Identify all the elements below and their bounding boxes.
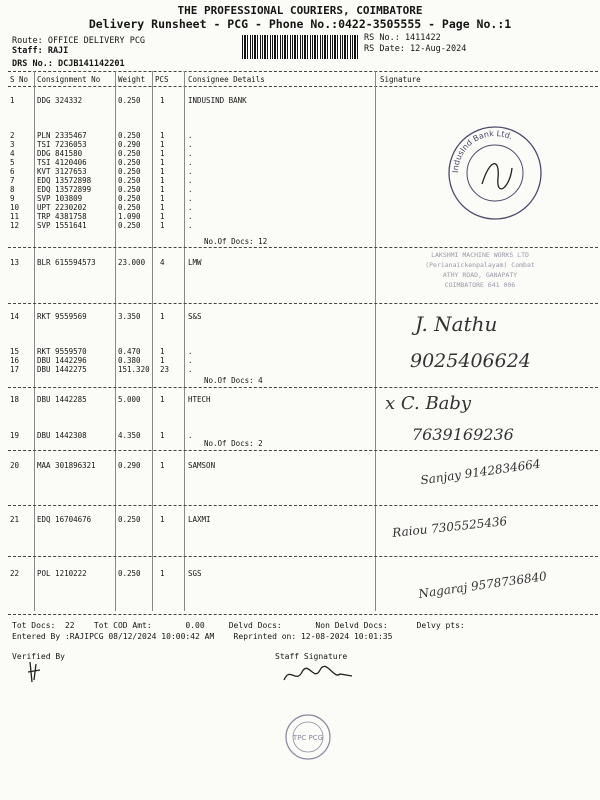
col-header-consignment: Consignment No bbox=[37, 75, 101, 84]
row-pcs: 23 bbox=[160, 365, 170, 374]
row-consignee: HTECH bbox=[188, 395, 211, 404]
row-sno: 7 bbox=[10, 176, 15, 185]
doc-count-group-1: No.Of Docs: 12 bbox=[204, 237, 268, 246]
row-consignment-no: DDG 841580 bbox=[37, 149, 83, 158]
row-consignee: . bbox=[188, 365, 193, 374]
col-header-weight: Weight bbox=[118, 75, 146, 84]
row-consignment-no: TSI 7236053 bbox=[37, 140, 87, 149]
row-consignment-no: SVP 1551641 bbox=[37, 221, 87, 230]
verified-by-label: Verified By bbox=[12, 652, 65, 661]
row-pcs: 1 bbox=[160, 395, 165, 404]
row-consignment-no: DBU 1442285 bbox=[37, 395, 87, 404]
row-pcs: 1 bbox=[160, 221, 165, 230]
row-weight: 0.250 bbox=[118, 221, 141, 230]
verifier-signature bbox=[22, 660, 62, 685]
row-consignment-no: DBU 1442308 bbox=[37, 431, 87, 440]
row-weight: 0.250 bbox=[118, 158, 141, 167]
row-consignee: INDUSIND BANK bbox=[188, 96, 247, 105]
row-sno: 6 bbox=[10, 167, 15, 176]
doc-count-group-2: No.Of Docs: 4 bbox=[204, 376, 263, 385]
entered-by-line: Entered By :RAJIPCG 08/12/2024 10:00:42 AM Reprinted on: 12-08-2024 10:01:35 bbox=[12, 632, 393, 641]
row-weight: 3.350 bbox=[118, 312, 141, 321]
doc-count-group-3: No.Of Docs: 2 bbox=[204, 439, 263, 448]
row-sno: 5 bbox=[10, 158, 15, 167]
row-pcs: 1 bbox=[160, 312, 165, 321]
row-consignment-no: TRP 4381758 bbox=[37, 212, 87, 221]
row-weight: 0.250 bbox=[118, 203, 141, 212]
row-consignee: LAXMI bbox=[188, 515, 211, 524]
row-pcs: 1 bbox=[160, 431, 165, 440]
table-header-rule bbox=[8, 86, 598, 87]
column-divider bbox=[375, 71, 376, 611]
col-header-consignee: Consignee Details bbox=[188, 75, 265, 84]
row-consignee: . bbox=[188, 194, 193, 203]
row-separator bbox=[8, 450, 598, 451]
row-pcs: 1 bbox=[160, 515, 165, 524]
samson-receiver-signature: Sanjay 9142834664 bbox=[419, 456, 542, 488]
row-consignment-no: SVP 103809 bbox=[37, 194, 83, 203]
row-consignment-no: EDQ 13572899 bbox=[37, 185, 92, 194]
row-consignment-no: KVT 3127653 bbox=[37, 167, 87, 176]
row-sno: 17 bbox=[10, 365, 20, 374]
row-weight: 0.380 bbox=[118, 356, 141, 365]
lmw-company-stamp bbox=[380, 250, 580, 290]
row-sno: 18 bbox=[10, 395, 20, 404]
row-pcs: 1 bbox=[160, 569, 165, 578]
row-weight: 0.250 bbox=[118, 185, 141, 194]
row-consignee: . bbox=[188, 185, 193, 194]
row-sno: 19 bbox=[10, 431, 20, 440]
row-consignee: . bbox=[188, 347, 193, 356]
row-weight: 0.250 bbox=[118, 515, 141, 524]
row-sno: 9 bbox=[10, 194, 15, 203]
lmw-stamp-line: LAKSHMI MACHINE WORKS LTD bbox=[431, 251, 529, 259]
col-header-pcs: PCS bbox=[155, 75, 169, 84]
row-consignee: . bbox=[188, 149, 193, 158]
row-consignee: . bbox=[188, 131, 193, 140]
row-weight: 0.250 bbox=[118, 194, 141, 203]
row-consignment-no: DBU 1442275 bbox=[37, 365, 87, 374]
row-consignee: . bbox=[188, 356, 193, 365]
row-sno: 2 bbox=[10, 131, 15, 140]
runsheet-subtitle: Delivery Runsheet - PCG - Phone No.:0422-3505555 - Page No.:1 bbox=[88, 17, 512, 31]
staff-signature-label: Staff Signature bbox=[275, 652, 348, 661]
sgs-receiver-signature: Nagaraj 9578736840 bbox=[417, 569, 548, 601]
staff-signature bbox=[280, 662, 360, 687]
indusind-stamp-text: IndusInd Bank Ltd. bbox=[450, 128, 514, 174]
column-divider bbox=[115, 71, 116, 611]
row-consignee: . bbox=[188, 212, 193, 221]
row-consignee: SGS bbox=[188, 569, 202, 578]
ss-receiver-name: J. Nathu bbox=[415, 312, 498, 336]
row-pcs: 1 bbox=[160, 131, 165, 140]
row-weight: 0.290 bbox=[118, 461, 141, 470]
barcode bbox=[242, 35, 360, 59]
row-sno: 22 bbox=[10, 569, 20, 578]
tpc-round-stamp bbox=[283, 712, 333, 762]
lmw-stamp-line: ATHY ROAD, GANAPATY bbox=[442, 271, 518, 279]
row-consignee: SAMSON bbox=[188, 461, 216, 470]
row-consignment-no: DDG 324332 bbox=[37, 96, 83, 105]
row-consignment-no: EDQ 13572898 bbox=[37, 176, 92, 185]
row-consignment-no: PLN 2335467 bbox=[37, 131, 87, 140]
row-pcs: 1 bbox=[160, 461, 165, 470]
row-pcs: 1 bbox=[160, 158, 165, 167]
row-pcs: 1 bbox=[160, 194, 165, 203]
row-consignee: . bbox=[188, 167, 193, 176]
ss-receiver-phone: 9025406624 bbox=[410, 350, 531, 372]
row-sno: 10 bbox=[10, 203, 20, 212]
row-consignee: . bbox=[188, 431, 193, 440]
row-consignment-no: TSI 4120406 bbox=[37, 158, 87, 167]
row-pcs: 1 bbox=[160, 176, 165, 185]
totals-line: Tot Docs: 22 Tot COD Amt: 0.00 Delvd Docs: Non Delvd Docs: Delvy pts: bbox=[12, 621, 465, 630]
row-weight: 1.090 bbox=[118, 212, 141, 221]
row-sno: 4 bbox=[10, 149, 15, 158]
rs-date: RS Date: 12-Aug-2024 bbox=[364, 44, 467, 54]
row-weight: 5.000 bbox=[118, 395, 141, 404]
row-pcs: 1 bbox=[160, 167, 165, 176]
row-consignment-no: BLR 615594573 bbox=[37, 258, 96, 267]
col-header-sno: S No bbox=[10, 75, 29, 84]
row-weight: 0.250 bbox=[118, 131, 141, 140]
row-weight: 4.350 bbox=[118, 431, 141, 440]
row-pcs: 1 bbox=[160, 203, 165, 212]
row-separator bbox=[8, 247, 598, 248]
row-consignment-no: POL 1210222 bbox=[37, 569, 87, 578]
col-header-signature: Signature bbox=[380, 75, 421, 84]
column-divider bbox=[152, 71, 153, 611]
row-pcs: 1 bbox=[160, 140, 165, 149]
row-separator bbox=[8, 303, 598, 304]
row-sno: 14 bbox=[10, 312, 20, 321]
row-sno: 12 bbox=[10, 221, 20, 230]
rs-number: RS No.: 1411422 bbox=[364, 33, 441, 43]
row-consignee: . bbox=[188, 158, 193, 167]
row-pcs: 4 bbox=[160, 258, 165, 267]
tpc-stamp-text: TPC PCG bbox=[292, 734, 324, 742]
row-sno: 3 bbox=[10, 140, 15, 149]
indusind-bank-stamp bbox=[440, 118, 550, 228]
column-divider bbox=[184, 71, 185, 611]
row-consignment-no: MAA 301896321 bbox=[37, 461, 96, 470]
row-consignment-no: UPT 2230202 bbox=[37, 203, 87, 212]
row-pcs: 1 bbox=[160, 149, 165, 158]
row-pcs: 1 bbox=[160, 185, 165, 194]
row-weight: 0.250 bbox=[118, 149, 141, 158]
row-consignment-no: RKT 9559570 bbox=[37, 347, 87, 356]
table-bottom-rule bbox=[8, 614, 598, 615]
row-consignee: . bbox=[188, 221, 193, 230]
row-weight: 0.250 bbox=[118, 569, 141, 578]
table-top-rule bbox=[8, 71, 598, 72]
row-separator bbox=[8, 556, 598, 557]
row-sno: 11 bbox=[10, 212, 20, 221]
row-consignee: S&S bbox=[188, 312, 202, 321]
row-consignment-no: EDQ 16704676 bbox=[37, 515, 92, 524]
row-consignment-no: RKT 9559569 bbox=[37, 312, 87, 321]
row-weight: 0.250 bbox=[118, 96, 141, 105]
row-sno: 1 bbox=[10, 96, 15, 105]
row-sno: 16 bbox=[10, 356, 20, 365]
row-weight: 0.290 bbox=[118, 140, 141, 149]
lmw-stamp-line: (Perianaickenpalayam) Combat bbox=[425, 261, 535, 269]
htech-receiver-name: x C. Baby bbox=[385, 393, 472, 414]
row-pcs: 1 bbox=[160, 96, 165, 105]
column-divider bbox=[34, 71, 35, 611]
staff-label: Staff: RAJI bbox=[12, 46, 69, 56]
svg-text:IndusInd Bank Ltd. bbox=[451, 129, 514, 173]
lmw-stamp-line: COIMBATORE 641 006 bbox=[444, 281, 516, 289]
row-sno: 8 bbox=[10, 185, 15, 194]
row-consignee: LMW bbox=[188, 258, 202, 267]
row-sno: 13 bbox=[10, 258, 20, 267]
row-consignee: . bbox=[188, 203, 193, 212]
row-weight: 23.000 bbox=[118, 258, 146, 267]
row-sno: 20 bbox=[10, 461, 20, 470]
route-label: Route: OFFICE DELIVERY PCG bbox=[12, 36, 146, 46]
laxmi-receiver-signature: Raiou 7305525436 bbox=[391, 514, 508, 540]
row-consignee: . bbox=[188, 176, 193, 185]
drs-number: DRS No.: DCJB141142201 bbox=[12, 59, 125, 69]
row-sno: 15 bbox=[10, 347, 20, 356]
htech-receiver-phone: 7639169236 bbox=[412, 425, 514, 444]
row-pcs: 1 bbox=[160, 356, 165, 365]
row-pcs: 1 bbox=[160, 347, 165, 356]
row-pcs: 1 bbox=[160, 212, 165, 221]
row-weight: 0.470 bbox=[118, 347, 141, 356]
row-consignment-no: DBU 1442296 bbox=[37, 356, 87, 365]
company-title: THE PROFESSIONAL COURIERS, COIMBATORE bbox=[177, 4, 423, 17]
row-consignee: . bbox=[188, 140, 193, 149]
row-separator bbox=[8, 387, 598, 388]
row-weight: 0.250 bbox=[118, 176, 141, 185]
row-weight: 151.320 bbox=[118, 365, 150, 374]
row-separator bbox=[8, 505, 598, 506]
row-weight: 0.250 bbox=[118, 167, 141, 176]
row-sno: 21 bbox=[10, 515, 20, 524]
